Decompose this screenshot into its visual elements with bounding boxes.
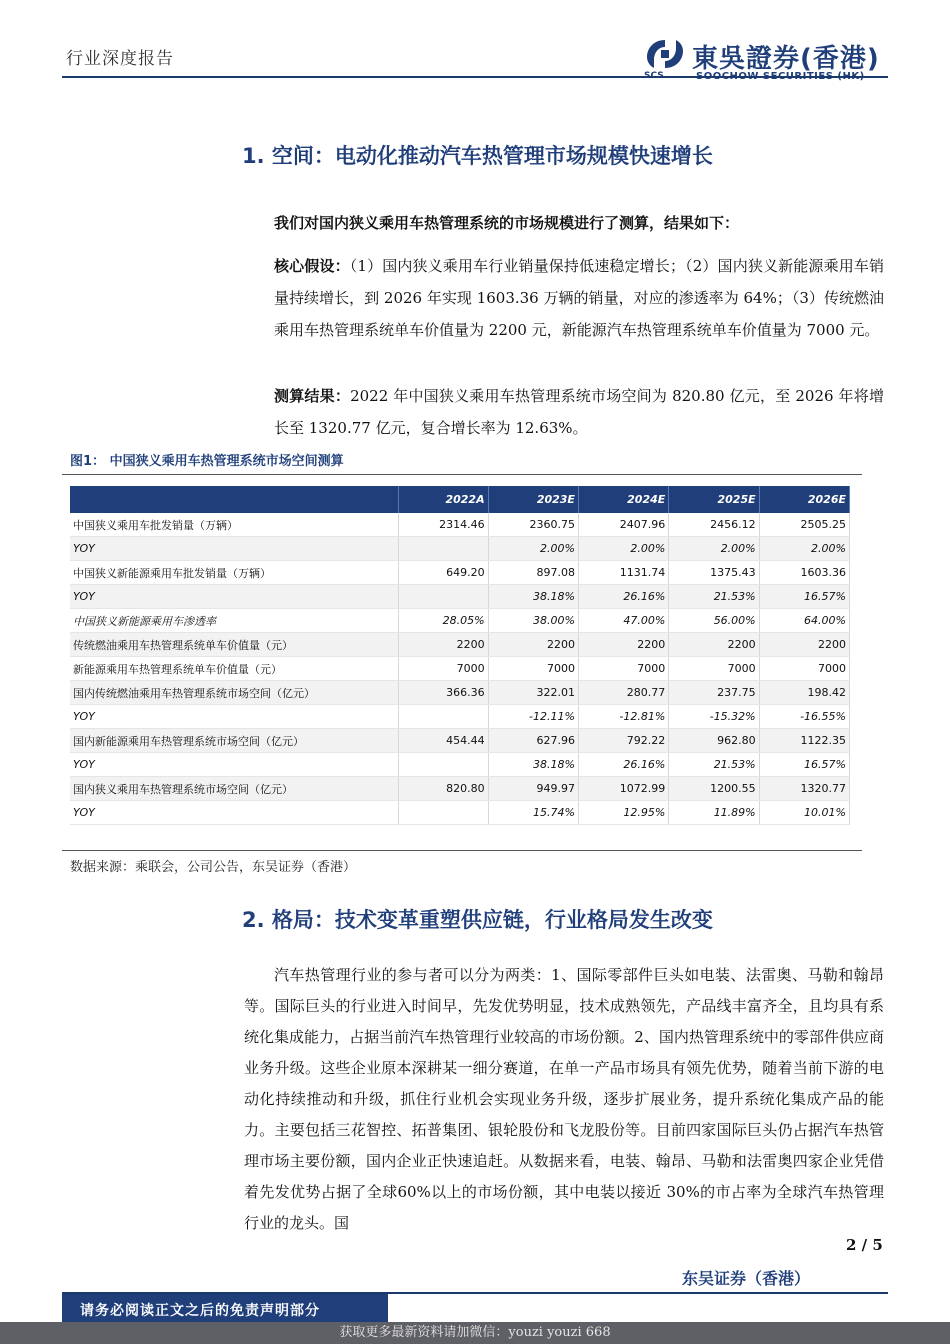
table-cell: 280.77 bbox=[578, 681, 668, 705]
table-cell: 627.96 bbox=[488, 729, 578, 753]
row-label: 传统燃油乘用车热管理系统单车价值量（元） bbox=[70, 633, 399, 657]
table-cell: 2456.12 bbox=[669, 513, 759, 537]
row-label: 中国狭义新能源乘用车渗透率 bbox=[70, 609, 399, 633]
row-label: 中国狭义新能源乘用车批发销量（万辆） bbox=[70, 561, 399, 585]
table-header-cell: 2022A bbox=[399, 486, 489, 513]
table-cell: 649.20 bbox=[399, 561, 489, 585]
table-cell: 792.22 bbox=[578, 729, 668, 753]
table-cell: 237.75 bbox=[669, 681, 759, 705]
table-cell: 897.08 bbox=[488, 561, 578, 585]
row-label: YOY bbox=[70, 585, 399, 609]
table-cell: 454.44 bbox=[399, 729, 489, 753]
row-label: YOY bbox=[70, 801, 399, 825]
watermark-bar: 获取更多最新资料请加微信：youzi youzi 668 bbox=[0, 1322, 950, 1344]
table-cell: 1072.99 bbox=[578, 777, 668, 801]
table-cell bbox=[399, 801, 489, 825]
table-cell: 56.00% bbox=[669, 609, 759, 633]
table-cell: 2200 bbox=[399, 633, 489, 657]
figure1-caption: 图1： 中国狭义乘用车热管理系统市场空间测算 bbox=[70, 454, 344, 469]
row-label: YOY bbox=[70, 537, 399, 561]
assumption-paragraph bbox=[274, 250, 884, 346]
table-cell: 2200 bbox=[669, 633, 759, 657]
table-cell: 820.80 bbox=[399, 777, 489, 801]
table-cell: 38.00% bbox=[488, 609, 578, 633]
table-row bbox=[70, 657, 850, 681]
table-cell bbox=[399, 705, 489, 729]
table-cell: 47.00% bbox=[578, 609, 668, 633]
table-row bbox=[70, 801, 850, 825]
table-cell bbox=[399, 537, 489, 561]
table-header-cell: 2026E bbox=[759, 486, 849, 513]
table-header-cell: 2024E bbox=[578, 486, 668, 513]
data-source-note: 数据来源：乘联会，公司公告，东吴证券（香港） bbox=[70, 860, 357, 875]
table-cell: 2407.96 bbox=[578, 513, 668, 537]
table-header-cell bbox=[70, 486, 399, 513]
table-cell: 7000 bbox=[669, 657, 759, 681]
table-cell: 7000 bbox=[759, 657, 849, 681]
table-row bbox=[70, 777, 850, 801]
table-cell: 1200.55 bbox=[669, 777, 759, 801]
table-cell: -12.81% bbox=[578, 705, 668, 729]
figure-bottom-rule bbox=[62, 850, 862, 851]
table-cell: 16.57% bbox=[759, 753, 849, 777]
table-cell: 15.74% bbox=[488, 801, 578, 825]
section1-intro: 我们对国内狭义乘用车热管理系统的市场规模进行了测算，结果如下： bbox=[274, 214, 740, 232]
table-cell: 1320.77 bbox=[759, 777, 849, 801]
row-label: 新能源乘用车热管理系统单车价值量（元） bbox=[70, 657, 399, 681]
result-text: 2022 年中国狭义乘用车热管理系统市场空间为 820.80 亿元，至 2026 年将增长至 1320.77 亿元，复合增长率为 12.63%。 bbox=[274, 387, 884, 437]
table-cell: 2200 bbox=[759, 633, 849, 657]
report-type-label: 行业深度报告 bbox=[66, 49, 174, 69]
table-cell: 12.95% bbox=[578, 801, 668, 825]
table-cell: -12.11% bbox=[488, 705, 578, 729]
table-cell bbox=[399, 585, 489, 609]
table-cell: 2314.46 bbox=[399, 513, 489, 537]
table-cell: 7000 bbox=[578, 657, 668, 681]
row-label: YOY bbox=[70, 753, 399, 777]
section2-heading: 2. 格局：技术变革重塑供应链，行业格局发生改变 bbox=[242, 908, 713, 932]
table-row bbox=[70, 561, 850, 585]
row-label: YOY bbox=[70, 705, 399, 729]
table-cell: 38.18% bbox=[488, 753, 578, 777]
row-label: 国内新能源乘用车热管理系统市场空间（亿元） bbox=[70, 729, 399, 753]
header-divider bbox=[62, 76, 888, 78]
table-header-cell: 2025E bbox=[669, 486, 759, 513]
table-cell: 7000 bbox=[488, 657, 578, 681]
table-row bbox=[70, 705, 850, 729]
table-header-row bbox=[70, 486, 850, 513]
market-size-table bbox=[70, 486, 850, 825]
page-number: 2 / 5 bbox=[846, 1236, 883, 1254]
table-cell: 11.89% bbox=[669, 801, 759, 825]
figure-top-rule bbox=[62, 474, 862, 475]
table-cell bbox=[399, 753, 489, 777]
table-cell: 322.01 bbox=[488, 681, 578, 705]
result-label: 测算结果： bbox=[274, 387, 351, 405]
table-cell: 2.00% bbox=[488, 537, 578, 561]
table-cell: 2200 bbox=[488, 633, 578, 657]
table-row bbox=[70, 513, 850, 537]
table-cell: 21.53% bbox=[669, 753, 759, 777]
table-row bbox=[70, 753, 850, 777]
disclaimer-banner: 请务必阅读正文之后的免责声明部分 bbox=[62, 1294, 388, 1328]
table-row bbox=[70, 585, 850, 609]
table-cell: 26.16% bbox=[578, 585, 668, 609]
table-cell: -16.55% bbox=[759, 705, 849, 729]
table-cell: 7000 bbox=[399, 657, 489, 681]
table-cell: 1131.74 bbox=[578, 561, 668, 585]
table-cell: 1603.36 bbox=[759, 561, 849, 585]
footer-company: 东吴证券（香港） bbox=[682, 1269, 811, 1288]
row-label: 国内狭义乘用车热管理系统市场空间（亿元） bbox=[70, 777, 399, 801]
table-cell: 1375.43 bbox=[669, 561, 759, 585]
table-row bbox=[70, 537, 850, 561]
result-paragraph bbox=[274, 380, 884, 444]
table-header-cell: 2023E bbox=[488, 486, 578, 513]
table-cell: 1122.35 bbox=[759, 729, 849, 753]
assumption-text: （1）国内狭义乘用车行业销量保持低速稳定增长；（2）国内狭义新能源乘用车销量持续增长，到 2026 年实现 1603.36 万辆的销量，对应的渗透率为 64%；（3）传统燃油乘用车热管理系统单车价值量为 2200 元，新能源汽车热管理系统单车价值量为 7000 元。 bbox=[274, 257, 884, 339]
table-row bbox=[70, 729, 850, 753]
table-row bbox=[70, 609, 850, 633]
section1-heading: 1. 空间：电动化推动汽车热管理市场规模快速增长 bbox=[242, 144, 713, 168]
table-cell: 949.97 bbox=[488, 777, 578, 801]
table-cell: 2200 bbox=[578, 633, 668, 657]
table-cell: 2505.25 bbox=[759, 513, 849, 537]
section2-body: 汽车热管理行业的参与者可以分为两类：1、国际零部件巨头如电装、法雷奥、马勒和翰昂等。国际巨头的行业进入时间早，先发优势明显，技术成熟领先，产品线丰富齐全，且均具有系统化集成能力，占据当前汽车热管理行业较高的市场份额。2、国内热管理系统中的零部件供应商业务升级。这些企业原本深耕某一细分赛道，在单一产品市场具有领先优势，随着当前下游的电动化持续推动和升级，抓住行业机会实现业务升级，逐步扩展业务，提升系统化集成产品的能力。主要包括三花智控、拓普集团、银轮股份和飞龙股份等。目前四家国际巨头仍占据汽车热管理市场主要份额，国内企业正快速追赶。从数据来看，电装、翰昂、马勒和法雷奥四家企业凭借着先发优势占据了全球60%以上的市场份额，其中电装以接近 30%的市占率为全球汽车热管理行业的龙头。国 bbox=[244, 966, 884, 1232]
table-cell: 26.16% bbox=[578, 753, 668, 777]
table-cell: 16.57% bbox=[759, 585, 849, 609]
table-cell: 366.36 bbox=[399, 681, 489, 705]
table-cell: 2360.75 bbox=[488, 513, 578, 537]
table-row bbox=[70, 633, 850, 657]
table-cell: 2.00% bbox=[669, 537, 759, 561]
row-label: 国内传统燃油乘用车热管理系统市场空间（亿元） bbox=[70, 681, 399, 705]
table-cell: 21.53% bbox=[669, 585, 759, 609]
table-cell: 64.00% bbox=[759, 609, 849, 633]
table-cell: -15.32% bbox=[669, 705, 759, 729]
table-cell: 38.18% bbox=[488, 585, 578, 609]
table-cell: 2.00% bbox=[578, 537, 668, 561]
table-cell: 28.05% bbox=[399, 609, 489, 633]
table-cell: 2.00% bbox=[759, 537, 849, 561]
table-cell: 962.80 bbox=[669, 729, 759, 753]
logo-chinese-name: 東吳證券(香港) bbox=[692, 44, 880, 74]
row-label: 中国狭义乘用车批发销量（万辆） bbox=[70, 513, 399, 537]
table-cell: 10.01% bbox=[759, 801, 849, 825]
table-cell: 198.42 bbox=[759, 681, 849, 705]
table-row bbox=[70, 681, 850, 705]
assumption-label: 核心假设： bbox=[274, 257, 350, 275]
